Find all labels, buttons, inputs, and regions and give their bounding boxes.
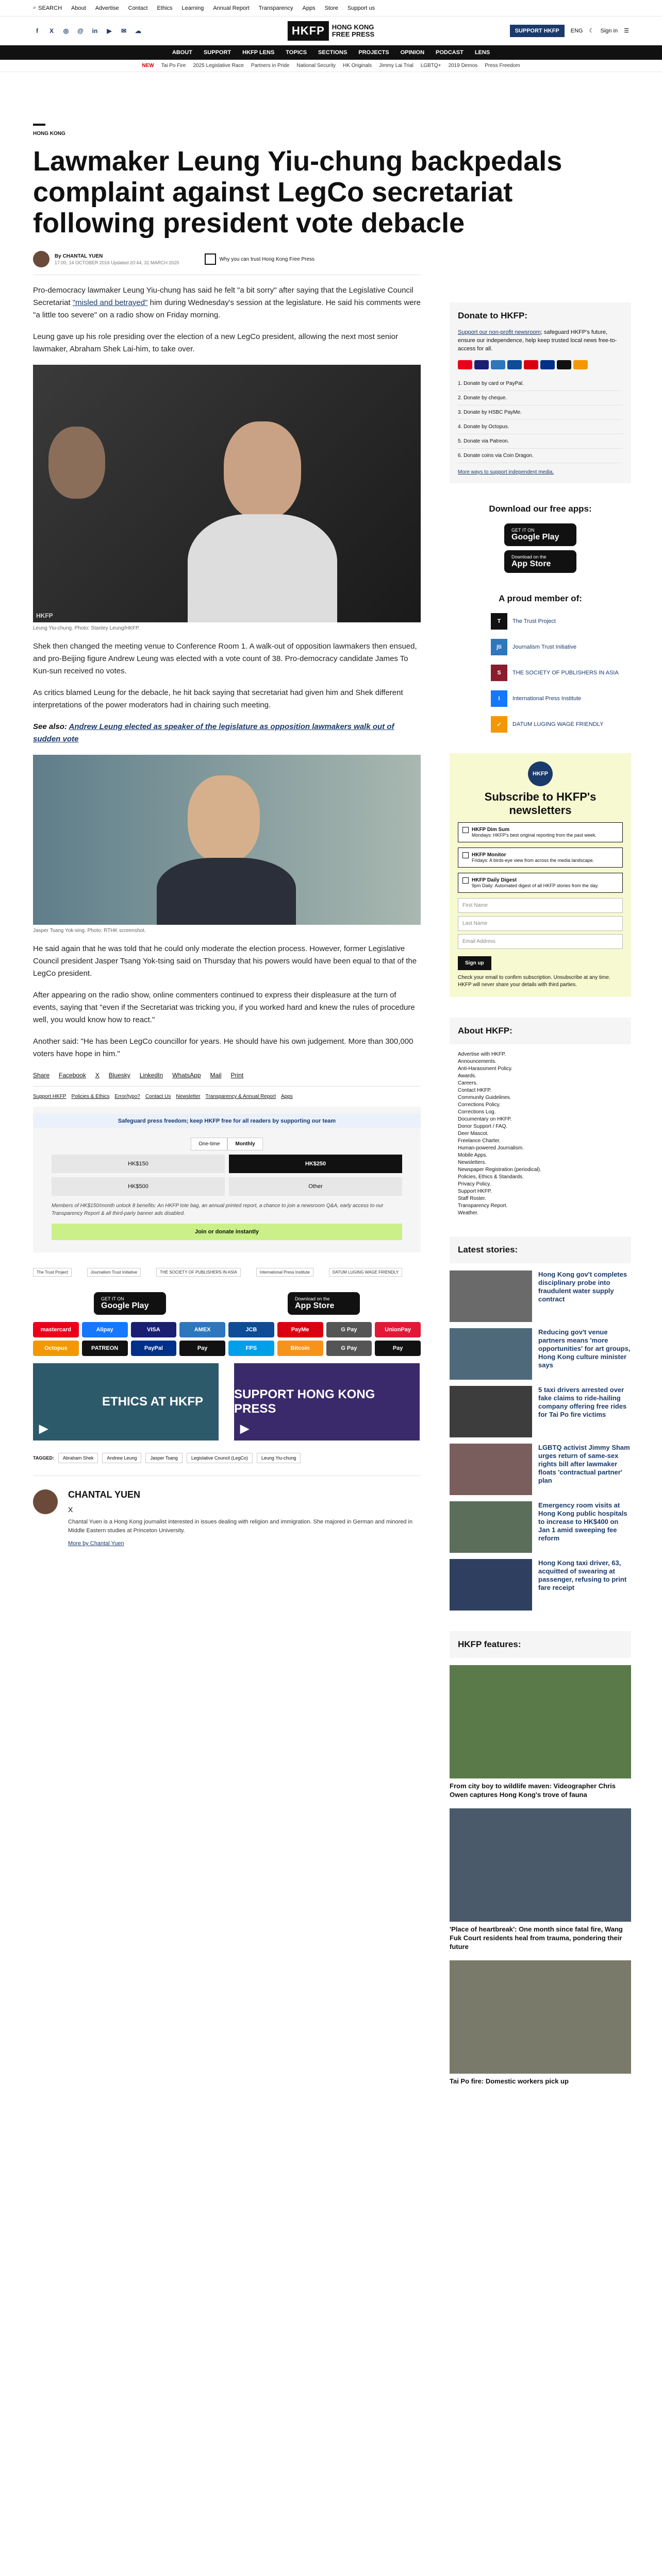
article-main xyxy=(33,251,421,2095)
moon-icon[interactable]: ☾ xyxy=(589,28,594,34)
newsletter-box xyxy=(450,753,631,997)
paragraph: He said again that he was told that he could only moderate the election process. However, former Legislative Council president Jasper Tsang Yok-tsing said on Thursday that his powers would have been equal to that of the LegCo president. xyxy=(33,944,417,978)
newsletter-option[interactable]: HKFP Monitor Fridays: A birds-eye view from across the media landscape. xyxy=(458,848,623,868)
one-time-tab[interactable]: One-time xyxy=(191,1138,227,1150)
topbar-learning[interactable]: Learning xyxy=(181,5,204,11)
paragraph: Leung gave up his role presiding over the election of a new LegCo president, allowing the next most senior lawmaker, Abraham Shek Lai-him, to take over. xyxy=(33,332,398,353)
checkbox[interactable] xyxy=(462,827,469,833)
gpay-logo: G Pay xyxy=(326,1341,372,1356)
sidebar xyxy=(450,251,631,2095)
footer-link[interactable]: Error/typo? xyxy=(114,1094,140,1099)
payme-icon xyxy=(524,360,538,369)
trending-item[interactable]: 2025 Legislative Race xyxy=(193,63,244,69)
language-switch[interactable]: ENG xyxy=(570,27,583,34)
social-links xyxy=(33,27,142,35)
tag[interactable]: Andrew Leung xyxy=(102,1453,141,1463)
sopa-logo: S xyxy=(491,665,507,681)
play-icon: ▶ xyxy=(240,1422,249,1435)
about-link[interactable]: Corrections Log. xyxy=(458,1109,496,1115)
story-title[interactable]: Hong Kong taxi driver, 63, acquitted of swearing at passenger, refusing to print fare receipt xyxy=(538,1559,627,1591)
trending-item[interactable]: Partners in Pride xyxy=(251,63,290,69)
ipi-logo: I xyxy=(491,690,507,707)
about-link[interactable]: Weather. xyxy=(458,1210,478,1216)
topbar-ethics[interactable]: Ethics xyxy=(157,5,173,11)
checkbox[interactable] xyxy=(462,852,469,858)
share-whatsapp[interactable]: WhatsApp xyxy=(172,1072,201,1079)
trending-nav xyxy=(0,60,662,72)
about-link[interactable]: Newspaper Registration (periodical). xyxy=(458,1167,541,1173)
search-icon: ⌕ xyxy=(33,5,37,11)
nav-about[interactable]: ABOUT xyxy=(172,49,192,56)
photo-caption: Jasper Tsang Yok-sing. Photo: RTHK screenshot. xyxy=(33,928,146,934)
trending-item[interactable]: Jimmy Lai Trial xyxy=(379,63,413,69)
newsletter-note: Check your email to confirm subscription. Unsubscribe at any time. HKFP will never share your details with third parties. xyxy=(458,975,610,988)
story-thumbnail[interactable] xyxy=(450,1501,532,1553)
alipay-logo: Alipay xyxy=(82,1322,128,1337)
google-play-button[interactable]: GET IT ON Google Play xyxy=(504,523,576,546)
author-name[interactable]: CHANTAL YUEN xyxy=(68,1489,141,1500)
topbar-transparency[interactable]: Transparency xyxy=(258,5,293,11)
about-link[interactable]: Transparency Report. xyxy=(458,1203,508,1209)
story-item[interactable] xyxy=(450,1386,631,1437)
donate-title: Donate to HKFP: xyxy=(458,311,528,320)
tsang-photo xyxy=(33,755,421,925)
living-wage-logo: ✓ xyxy=(491,716,507,733)
share-x[interactable]: X xyxy=(95,1072,100,1079)
amount-500[interactable]: HK$500 xyxy=(52,1177,225,1196)
story-item[interactable] xyxy=(450,1444,631,1495)
menu-icon[interactable]: ☰ xyxy=(624,28,629,34)
member-jti[interactable]: jti Journalism Trust Initiative xyxy=(491,639,631,655)
nav-lens[interactable]: LENS xyxy=(474,49,490,56)
patreon-icon xyxy=(557,360,571,369)
topbar-support[interactable]: Support us xyxy=(347,5,375,11)
footer-link[interactable]: Newsletter xyxy=(176,1094,201,1099)
card-logos xyxy=(458,360,623,369)
fps-logo: FPS xyxy=(228,1341,274,1356)
join-button[interactable]: Join or donate instantly xyxy=(52,1224,402,1240)
nav-support[interactable]: SUPPORT xyxy=(203,49,231,56)
trending-item[interactable]: Press Freedom xyxy=(485,63,520,69)
footer-link[interactable]: Policies & Ethics xyxy=(71,1094,110,1099)
trending-item[interactable]: 2019 Demos xyxy=(448,63,478,69)
feature-title[interactable]: 'Place of heartbreak': One month since fatal fire, Wang Fuk Court residents heal from trauma, pondering their future xyxy=(450,1925,623,1951)
apps-title: Download our free apps: xyxy=(489,504,592,514)
footer-link[interactable]: Support HKFP xyxy=(33,1094,67,1099)
story-title[interactable]: Hong Kong gov't completes disciplinary probe into fraudulent water supply contract xyxy=(538,1270,627,1303)
donate-option[interactable]: 2. Donate by cheque. xyxy=(458,391,623,405)
amex-icon xyxy=(491,360,505,369)
play-icon: ▶ xyxy=(39,1422,48,1435)
article-dates: 17:00, 14 OCTOBER 2016 Updated 20:44, 31 MARCH 2020 xyxy=(55,260,179,265)
donation-bar: Safeguard press freedom; keep HKFP free for all readers by supporting our team xyxy=(33,1114,421,1128)
see-also: See also: Andrew Leung elected as speaker of the legislature as opposition lawmakers walk out of sudden vote xyxy=(33,722,394,743)
visa-logo: VISA xyxy=(131,1322,177,1337)
topbar-about[interactable]: About xyxy=(71,5,86,11)
about-link[interactable]: Mobile Apps. xyxy=(458,1153,488,1158)
story-title[interactable]: Emergency room visits at Hong Kong public hospitals to increase to HK$400 on Jan 1 amid sweeping fee reform xyxy=(538,1501,627,1542)
first-name-field[interactable]: First Name xyxy=(458,898,623,913)
share-bluesky[interactable]: Bluesky xyxy=(108,1072,130,1079)
paragraph: As critics blamed Leung for the debacle, he hit back saying that secretariat had given him and Shek different interpretations of the power moderators had in chairing such meeting. xyxy=(33,688,403,709)
about-link[interactable]: Policies, Ethics & Standards. xyxy=(458,1174,524,1180)
payme-logo: PayMe xyxy=(277,1322,323,1337)
member-trust-project[interactable]: T The Trust Project xyxy=(491,613,631,630)
brand-row xyxy=(0,16,662,45)
patreon-logo: PATREON xyxy=(82,1341,128,1356)
visa-icon xyxy=(474,360,489,369)
trust-project-logo: T xyxy=(491,613,507,630)
about-link[interactable]: Support HKFP. xyxy=(458,1189,492,1194)
features xyxy=(450,1631,631,2086)
membership-note: Members of HK$150/month unlock 8 benefits: An HKFP tote bag, an annual printed report, a chance to join a newsroom Q&A, early access to our Transparency Report & all third-party banner ads disabled. xyxy=(52,1203,384,1216)
nav-sections[interactable]: SECTIONS xyxy=(318,49,347,56)
about-link[interactable]: Community Guidelines. xyxy=(458,1095,511,1100)
about-link[interactable]: Human-powered Journalism. xyxy=(458,1145,524,1151)
support-video[interactable]: ▶ SUPPORT HONG KONG PRESS xyxy=(234,1363,420,1440)
feature-image[interactable] xyxy=(450,1665,631,1778)
article-title: Lawmaker Leung Yiu-chung backpedals complaint against LegCo secretariat following president vote debacle xyxy=(33,146,562,239)
about-link[interactable]: Deer Mascot. xyxy=(458,1131,489,1137)
jti-logo: jti xyxy=(491,639,507,655)
donate-option[interactable]: 6. Donate coins via Coin Dragon. xyxy=(458,449,623,463)
newsletter-option[interactable]: HKFP Daily Digest 9pm Daily: Automated digest of all HKFP stories from the day. xyxy=(458,873,623,893)
trust-link[interactable]: Why you can trust Hong Kong Free Press xyxy=(205,253,315,265)
misled-link[interactable]: "misled and betrayed" xyxy=(72,298,148,307)
logo-line2: FREE PRESS xyxy=(332,30,375,38)
signup-button[interactable]: Sign up xyxy=(458,956,491,970)
story-thumbnail[interactable] xyxy=(450,1444,532,1495)
trust-icon xyxy=(205,253,216,265)
about-link[interactable]: Announcements. xyxy=(458,1059,497,1064)
share-label[interactable]: Share xyxy=(33,1072,50,1079)
logo[interactable]: DATUM LUGING WAGE FRIENDLY xyxy=(329,1268,402,1277)
feature-title[interactable]: From city boy to wildlife maven: Videographer Chris Owen captures Hong Kong's trove of fauna xyxy=(450,1782,616,1799)
author-bio: Chantal Yuen is a Hong Kong journalist interested in issues dealing with religion and immigration. She majored in German and minored in Middle Eastern studies at Princeton University. xyxy=(68,1519,413,1534)
youtube-icon[interactable]: ▶ xyxy=(107,27,112,35)
facebook-icon[interactable]: f xyxy=(36,27,38,35)
amex-logo: AMEX xyxy=(179,1322,225,1337)
paragraph: Another said: "He has been LegCo councillor for years. He should have his own judgement. More than 300,000 voters have hope in him." xyxy=(33,1037,413,1058)
mastercard-logo: mastercard xyxy=(33,1322,79,1337)
amount-other[interactable]: Other xyxy=(229,1177,402,1196)
kicker-rule xyxy=(33,124,45,126)
share-facebook[interactable]: Facebook xyxy=(59,1072,86,1079)
member-title: A proud member of: xyxy=(499,594,582,603)
nav-podcast[interactable]: PODCAST xyxy=(436,49,464,56)
last-name-field[interactable]: Last Name xyxy=(458,916,623,931)
frequency-toggle xyxy=(52,1138,402,1150)
ethics-video[interactable]: ▶ ETHICS AT HKFP xyxy=(33,1363,219,1440)
photo-caption: Leung Yiu-chung. Photo: Stanley Leung/HKFP. xyxy=(33,625,140,631)
applepay-logo: Pay xyxy=(375,1341,421,1356)
gpay-logo: G Pay xyxy=(326,1322,372,1337)
paragraph: After appearing on the radio show, online commenters continued to express their displeasure at the turn of events, saying that "even if the Secretariat was tricking you, if you worked hard and knew the rules of procedure well, you would know how to react." xyxy=(33,991,415,1024)
share-mail[interactable]: Mail xyxy=(210,1072,222,1079)
topbar-apps[interactable]: Apps xyxy=(302,5,316,11)
about-link[interactable]: Privacy Policy. xyxy=(458,1181,491,1187)
member-ipi[interactable]: I International Press Institute xyxy=(491,690,631,707)
newsletter-option[interactable]: HKFP Dim Sum Mondays: HKFP's best original reporting from the past week. xyxy=(458,822,623,842)
member-logos-row xyxy=(33,1268,421,1277)
more-by-author-link[interactable]: More by Chantal Yuen xyxy=(68,1540,124,1547)
x-icon[interactable]: X xyxy=(68,1505,73,1514)
new-badge: NEW xyxy=(142,63,154,69)
about-link[interactable]: Anti-Harassment Policy. xyxy=(458,1066,512,1072)
tags-row xyxy=(33,1453,421,1463)
octopus-icon xyxy=(573,360,588,369)
search-link[interactable]: ⌕ SEARCH xyxy=(33,5,62,11)
mail-icon[interactable]: ✉ xyxy=(121,27,127,35)
google-play-button[interactable]: GET IT ON Google Play xyxy=(94,1292,166,1315)
video-promos xyxy=(33,1363,421,1440)
donation-widget xyxy=(33,1107,421,1252)
about-link[interactable]: Newsletters. xyxy=(458,1160,487,1165)
about-link[interactable]: Awards. xyxy=(458,1073,476,1079)
footer-link[interactable]: Contact Us xyxy=(145,1094,171,1099)
amount-250[interactable]: HK$250 xyxy=(229,1155,402,1173)
story-thumbnail[interactable] xyxy=(450,1386,532,1437)
watermark: HKFP xyxy=(36,612,53,619)
logo-mark: HKFP xyxy=(288,21,329,41)
nav-hkfp-lens[interactable]: HKFP LENS xyxy=(242,49,275,56)
main-nav xyxy=(0,45,662,60)
about-link[interactable]: Advertise with HKFP. xyxy=(458,1052,506,1057)
footer-link[interactable]: Apps xyxy=(280,1094,293,1099)
author-box xyxy=(33,1489,421,1548)
nav-projects[interactable]: PROJECTS xyxy=(358,49,389,56)
see-also-link[interactable]: Andrew Leung elected as speaker of the legislature as opposition lawmakers walk out of sudden vote xyxy=(33,722,394,743)
tags-label: TAGGED: xyxy=(33,1455,54,1461)
latest-stories xyxy=(450,1236,631,1611)
linkedin-icon[interactable]: in xyxy=(92,27,98,35)
site-logo[interactable] xyxy=(288,21,374,41)
donate-option[interactable]: 4. Donate by Octopus. xyxy=(458,420,623,434)
signin-link[interactable]: Sign in xyxy=(600,27,618,34)
logo[interactable]: Journalism Trust Initiative xyxy=(87,1268,141,1277)
about-link[interactable]: Donor Support / FAQ. xyxy=(458,1124,508,1129)
nav-opinion[interactable]: OPINION xyxy=(400,49,425,56)
hkfp-badge: HKFP xyxy=(528,761,553,786)
logo[interactable]: International Press Institute xyxy=(256,1268,313,1277)
story-thumbnail[interactable] xyxy=(450,1559,532,1611)
more-ways-link[interactable]: More ways to support independent media. xyxy=(458,469,554,475)
mastercard-icon xyxy=(458,360,472,369)
threads-icon[interactable]: @ xyxy=(77,27,84,35)
paragraph: Shek then changed the meeting venue to Conference Room 1. A walk-out of opposition lawmakers then ensued, and pro-Beijing figure Andrew Leung was elected with a vote count of 38. Pro-democracy candidate James To Kun-sun received no votes. xyxy=(33,642,417,675)
author-link[interactable]: CHANTAL YUEN xyxy=(62,253,103,259)
app-store-button[interactable]: Download on the App Store xyxy=(504,550,576,573)
features-title: HKFP features: xyxy=(450,1631,631,1658)
share-linkedin[interactable]: LinkedIn xyxy=(139,1072,163,1079)
newsletter-title: Subscribe to HKFP's newsletters xyxy=(484,790,597,817)
about-link[interactable]: Contact HKFP. xyxy=(458,1088,492,1093)
donate-option[interactable]: 1. Donate by card or PayPal. xyxy=(458,377,623,391)
trending-item[interactable]: National Security xyxy=(296,63,336,69)
story-title[interactable]: 5 taxi drivers arrested over fake claims to ride-hailing company offering free rides for Tai Po fire victims xyxy=(538,1386,627,1418)
article-kicker[interactable]: HONG KONG xyxy=(33,131,65,137)
about-link[interactable]: Freelance Charter. xyxy=(458,1138,501,1144)
paypal-logo: PayPal xyxy=(131,1341,177,1356)
trending-item[interactable]: LGBTQ+ xyxy=(420,63,441,69)
about-link[interactable]: Corrections Policy. xyxy=(458,1102,501,1108)
logo-line1: HONG KONG xyxy=(332,23,374,31)
article-footer-links xyxy=(33,1094,421,1099)
story-item[interactable] xyxy=(450,1501,631,1553)
instagram-icon[interactable]: ◎ xyxy=(63,27,69,35)
story-item[interactable] xyxy=(450,1328,631,1380)
checkbox[interactable] xyxy=(462,877,469,884)
member-living-wage[interactable]: ✓ DATUM LUGING WAGE FRIENDLY xyxy=(491,716,631,733)
donate-box: Donate to HKFP: Support our non-profit newsroom; safeguard HKFP's future, ensure our independence, help keep trusted local news free-to-access for all. 1. Donate by card or PayPal. 2. Donate by cheque. 3. Donate by HSBC PayMe. 4. Donate by Octopus. 5. Donate via Patreon. 6. Donate coins via Coin Dragon. More ways to support independent media. xyxy=(450,302,631,483)
about-link[interactable]: Staff Roster. xyxy=(458,1196,486,1201)
applepay-logo: Pay xyxy=(179,1341,225,1356)
story-title[interactable]: Reducing gov't venue partners means 'more opportunities' for art groups, Hong Kong culture minister says xyxy=(538,1328,631,1369)
payment-logos xyxy=(33,1322,421,1356)
topbar-annual-report[interactable]: Annual Report xyxy=(213,5,250,11)
share-print[interactable]: Print xyxy=(230,1072,244,1079)
footer-link[interactable]: Transparency & Annual Report xyxy=(205,1094,276,1099)
support-hkfp-button[interactable]: SUPPORT HKFP xyxy=(510,25,565,37)
logo[interactable]: THE SOCIETY OF PUBLISHERS IN ASIA xyxy=(156,1268,241,1277)
logo[interactable]: The Trust Project xyxy=(33,1268,72,1277)
tag[interactable]: Legislative Council (LegCo) xyxy=(187,1453,253,1463)
tag[interactable]: Abraham Shek xyxy=(58,1453,98,1463)
paypal-icon xyxy=(540,360,555,369)
story-item[interactable] xyxy=(450,1270,631,1322)
x-icon[interactable]: X xyxy=(49,27,54,35)
donate-option[interactable]: 3. Donate by HSBC PayMe. xyxy=(458,405,623,420)
leung-photo xyxy=(33,365,421,622)
share-row xyxy=(33,1072,421,1079)
monthly-tab[interactable]: Monthly xyxy=(227,1138,262,1150)
unionpay-logo: UnionPay xyxy=(375,1322,421,1337)
paragraph: Pro-democracy lawmaker Leung Yiu-chung has said he felt "a bit sorry" after saying that the Legislative Council Secretariat "misled and betrayed" him during Wednesday's session at the legislature. He said his comments were "a little too severe" on a radio show on Friday morning. xyxy=(33,286,421,319)
topbar-contact[interactable]: Contact xyxy=(128,5,148,11)
story-thumbnail[interactable] xyxy=(450,1270,532,1322)
member-sopa[interactable]: S THE SOCIETY OF PUBLISHERS IN ASIA xyxy=(491,665,631,681)
amount-options xyxy=(52,1155,402,1196)
nav-topics[interactable]: TOPICS xyxy=(286,49,307,56)
author-avatar[interactable] xyxy=(33,1489,58,1514)
topbar-advertise[interactable]: Advertise xyxy=(95,5,119,11)
jcb-logo: JCB xyxy=(228,1322,274,1337)
app-store-button[interactable]: Download on the App Store xyxy=(288,1292,360,1315)
tag[interactable]: Leung Yiu-chung xyxy=(257,1453,301,1463)
support-newsroom-link[interactable]: Support our non-profit newsroom xyxy=(458,329,541,335)
story-item[interactable] xyxy=(450,1559,631,1611)
email-field[interactable]: Email Address xyxy=(458,934,623,949)
amount-150[interactable]: HK$150 xyxy=(52,1155,225,1173)
about-link[interactable]: Careers. xyxy=(458,1080,478,1086)
top-utility-bar xyxy=(0,0,662,16)
author-avatar[interactable] xyxy=(33,251,49,267)
donate-option[interactable]: 5. Donate via Patreon. xyxy=(458,434,623,449)
story-title[interactable]: LGBTQ activist Jimmy Sham urges return of same-sex rights bill after lawmaker floats 'contractual partner' plan xyxy=(538,1444,630,1484)
latest-title: Latest stories: xyxy=(450,1236,631,1263)
trending-item[interactable]: Tai Po Fire xyxy=(161,63,186,69)
bluesky-icon[interactable]: ☁ xyxy=(135,27,141,35)
topbar-store[interactable]: Store xyxy=(324,5,338,11)
feature-image[interactable] xyxy=(450,1808,631,1922)
story-thumbnail[interactable] xyxy=(450,1328,532,1380)
trending-item[interactable]: HK Originals xyxy=(342,63,372,69)
about-box xyxy=(450,1018,631,1216)
jcb-icon xyxy=(507,360,522,369)
byline: By CHANTAL YUEN 17:00, 14 OCTOBER 2016 Updated 20:44, 31 MARCH 2020 Why you can trust Hong Kong Free Press xyxy=(33,251,421,267)
tag[interactable]: Jasper Tsang xyxy=(145,1453,182,1463)
octopus-logo: Octopus xyxy=(33,1341,79,1356)
about-link[interactable]: Documentary on HKFP. xyxy=(458,1116,512,1122)
bitcoin-logo: Bitcoin xyxy=(277,1341,323,1356)
feature-title[interactable]: Tai Po fire: Domestic workers pick up xyxy=(450,2077,569,2085)
about-title: About HKFP: xyxy=(450,1018,631,1044)
feature-image[interactable] xyxy=(450,1960,631,2074)
